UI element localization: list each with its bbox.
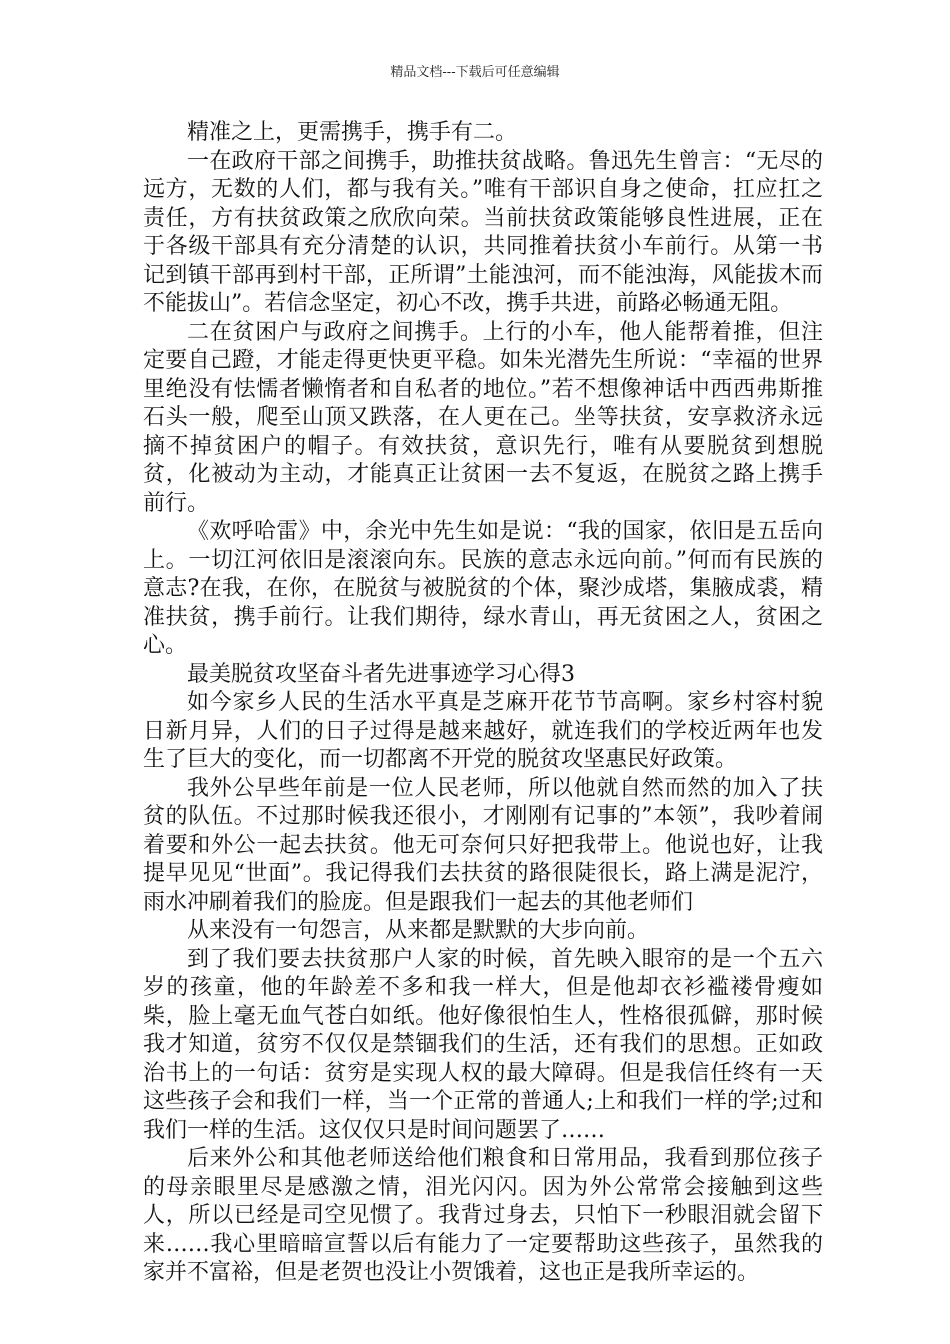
- paragraph-4: 《欢呼哈雷》中，余光中先生如是说：“我的国家，依旧是五岳向上。一切江河依旧是滚滚向东。民族的意志永远向前。”何而有民族的意志?在我，在你，在脱贫与被脱贫的个体，聚沙成塔，集腋成裘，精准扶贫，携手前行。让我们期待，绿水青山，再无贫困之人，贫困之心。: [143, 519, 823, 658]
- paragraph-6: 我外公早些年前是一位人民老师，所以他就自然而然的加入了扶贫的队伍。不过那时候我还很小，才刚刚有记事的”本领”，我吵着闹着要和外公一起去扶贫。他无可奈何只好把我带上。他说也好，让我提早见见“世面”。我记得我们去扶贫的路很陡很长，路上满是泥泞，雨水冲刷着我们的脸庞。但是跟我们一起去的其他老师们: [143, 775, 823, 915]
- document-body: [143, 119, 823, 1288]
- paragraph-5: 如今家乡人民的生活水平真是芝麻开花节节高啊。家乡村容村貌日新月异，人们的日子过得是越来越好，就连我们的学校近两年也发生了巨大的变化，而一切都离不开党的脱贫攻坚惠民好政策。: [143, 690, 823, 772]
- page-header: 精品文档---下载后可任意编辑: [390, 65, 560, 80]
- paragraph-8: 到了我们要去扶贫那户人家的时候，首先映入眼帘的是一个五六岁的孩童，他的年龄差不多和我一样大，但是他却衣衫褴褛骨瘦如柴，脸上毫无血气苍白如纸。他好像很怕生人，性格很孤僻，那时候我才知道，贫穷不仅仅是禁锢我们的生活，还有我们的思想。正如政治书上的一句话：贫穷是实现人权的最大障碍。但是我信任终有一天这些孩子会和我们一样，当一个正常的普通人;上和我们一样的学;过和我们一样的生活。这仅仅只是时间问题罢了……: [143, 946, 823, 1143]
- section-heading: 最美脱贫攻坚奋斗者先进事迹学习心得3: [187, 661, 575, 687]
- paragraph-9: 后来外公和其他老师送给他们粮食和日常用品，我看到那位孩子的母亲眼里尽是感激之情，泪光闪闪。因为外公常常会接触到这些人，所以已经是司空见惯了。我背过身去，只怕下一秒眼泪就会留下来……我心里暗暗宣誓以后有能力了一定要帮助这些孩子，虽然我的家并不富裕，但是老贺也没让小贺饿着，这也正是我所幸运的。: [143, 1146, 823, 1285]
- paragraph-1: 精准之上，更需携手，携手有二。: [187, 120, 518, 145]
- paragraph-2: 一在政府干部之间携手，助推扶贫战略。鲁迅先生曾言：“无尽的远方，无数的人们，都与我有关。”唯有干部识自身之使命，扛应扛之责任，方有扶贫政策之欣欣向荣。当前扶贫政策能够良性进展，正在于各级干部具有充分清楚的认识，共同推着扶贫小车前行。从第一书记到镇干部再到村干部，正所谓”土能浊河，而不能浊海，风能拔木而不能拔山”。若信念坚定，初心不改，携手共进，前路必畅通无阻。: [143, 148, 823, 316]
- paragraph-3: 二在贫困户与政府之间携手。上行的小车，他人能帮着推，但注定要自己蹬，才能走得更快更平稳。如朱光潜先生所说：“幸福的世界里绝没有怯懦者懒惰者和自私者的地位。”若不想像神话中西西弗斯推石头一般，爬至山顶又跌落，在人更在己。坐等扶贫，安享救济永远摘不掉贫困户的帽子。有效扶贫，意识先行，唯有从要脱贫到想脱贫，化被动为主动，才能真正让贫困一去不复返，在脱贫之路上携手前行。: [143, 319, 823, 516]
- paragraph-7: 从来没有一句怨言，从来都是默默的大步向前。: [187, 918, 650, 943]
